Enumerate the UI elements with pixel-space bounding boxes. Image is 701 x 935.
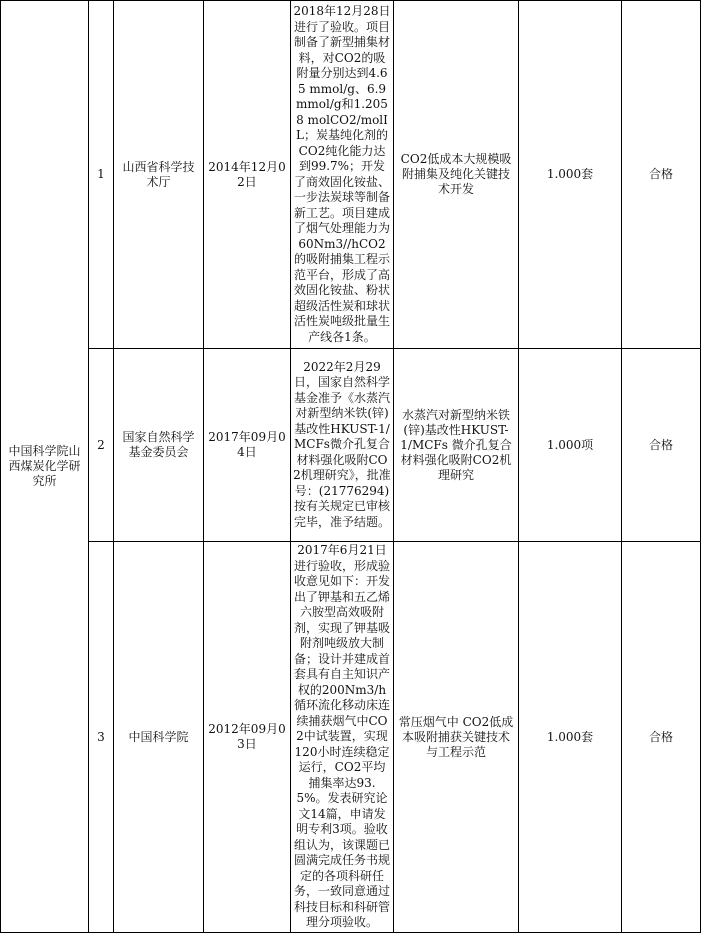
table-row bbox=[1, 1, 701, 349]
funder-cell: 国家自然科学基金委员会 bbox=[114, 349, 204, 542]
quantity-cell: 1.000套 bbox=[519, 1, 622, 349]
funder-cell: 山西省科学技术厅 bbox=[114, 1, 204, 349]
row-index-cell: 3 bbox=[89, 542, 114, 933]
project-name-cell: 水蒸汽对新型纳米铁(锌)基改性HKUST-1/MCFs 微介孔复合材料强化吸附CO2机理研究 bbox=[394, 349, 519, 542]
unit-cell: 中国科学院山西煤炭化学研究所 bbox=[1, 1, 89, 933]
result-cell: 合格 bbox=[622, 542, 701, 933]
project-name-cell: CO2低成本大规模吸附捕集及纯化关键技术开发 bbox=[394, 1, 519, 349]
table-row bbox=[1, 542, 701, 933]
funder-cell: 中国科学院 bbox=[114, 542, 204, 933]
quantity-cell: 1.000项 bbox=[519, 349, 622, 542]
result-cell: 合格 bbox=[622, 1, 701, 349]
row-index-cell: 1 bbox=[89, 1, 114, 349]
date-cell: 2012年09月03日 bbox=[204, 542, 291, 933]
date-cell: 2014年12月02日 bbox=[204, 1, 291, 349]
result-cell: 合格 bbox=[622, 349, 701, 542]
acceptance-detail-cell: 2017年6月21日进行验收，形成验收意见如下：开发出了钾基和五乙烯六胺型高效吸附剂，实现了钾基吸附剂吨级放大制备；设计并建成首套具有自主知识产权的200Nm3/h循环流化移动床连续捕获烟气中CO2中试装置，实现120小时连续稳定运行，CO2平均捕集率达93.5%。发表研究论文14篇，申请发明专利3项。验收组认为，该课题已圆满完成任务书规定的各项科研任务，一致同意通过科技目标和科研管理分项验收。 bbox=[291, 542, 394, 933]
table-row bbox=[1, 349, 701, 542]
project-name-cell: 常压烟气中 CO2低成本吸附捕获关键技术与工程示范 bbox=[394, 542, 519, 933]
acceptance-detail-cell: 2018年12月28日进行了验收。项目制备了新型捕集材料，对CO2的吸附量分别达到4.65 mmol/g、6.9mmol/g和1.2058 molCO2/molIL；炭基纯化剂的CO2纯化能力达到99.7%；开发了商效固化铵盐、一步法炭球等制备新工艺。项目建成了烟气处理能力为60Nm3//hCO2的吸附捕集工程示范平台，形成了高效固化铵盐、粉状超级活性炭和球状活性炭吨级批量生产线各1条。 bbox=[291, 1, 394, 349]
acceptance-detail-cell: 2022年2月29日，国家自然科学基金准予《水蒸汽对新型纳米铁(锌)基改性HKUST-1/MCFs微介孔复合材料强化吸附CO2机理研究》，批准号：(21776294)按有关规定已审核完毕，准予结题。 bbox=[291, 349, 394, 542]
quantity-cell: 1.000套 bbox=[519, 542, 622, 933]
row-index-cell: 2 bbox=[89, 349, 114, 542]
date-cell: 2017年09月04日 bbox=[204, 349, 291, 542]
